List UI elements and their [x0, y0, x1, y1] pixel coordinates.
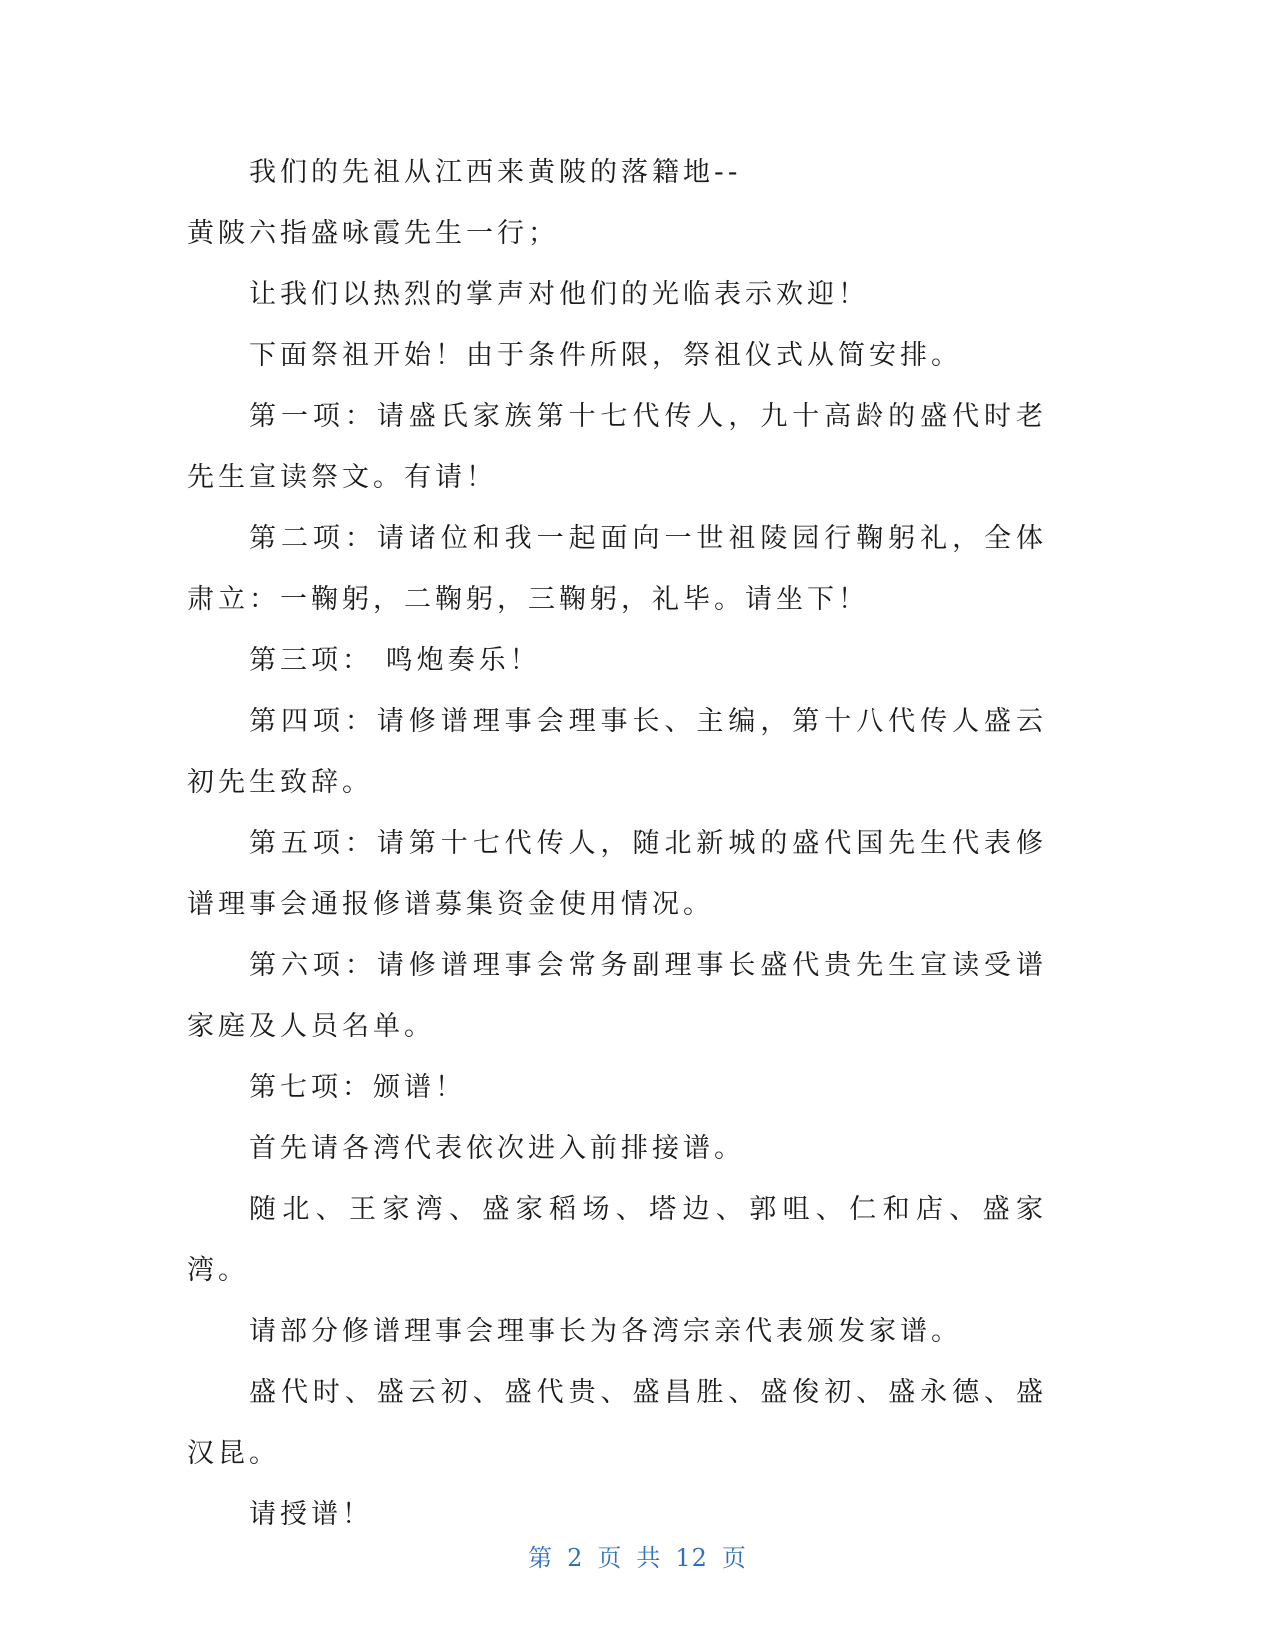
- footer-page-word: 页: [597, 1544, 623, 1572]
- paragraph: 请部分修谱理事会理事长为各湾宗亲代表颁发家谱。: [249, 1316, 962, 1347]
- paragraph: 第一项：请盛氏家族第十七代传人，九十高龄的盛代时老先生宣读祭文。有请！: [187, 401, 1047, 493]
- paragraph: 黄陂六指盛咏霞先生一行；: [187, 218, 559, 249]
- paragraph: 第四项：请修谱理事会理事长、主编，第十八代传人盛云初先生致辞。: [187, 706, 1047, 798]
- footer-total-word: 共: [636, 1544, 662, 1572]
- paragraph: 首先请各湾代表依次进入前排接谱。: [249, 1133, 745, 1164]
- paragraph: 随北、王家湾、盛家稻场、塔边、郭咀、仁和店、盛家湾。: [187, 1194, 1047, 1286]
- paragraph: 第三项： 鸣炮奏乐！: [249, 645, 541, 676]
- paragraph: 下面祭祖开始！由于条件所限，祭祖仪式从简安排。: [249, 340, 962, 371]
- footer-total-pages: 12: [675, 1544, 708, 1572]
- paragraph: 第七项：颁谱！: [249, 1072, 466, 1103]
- footer-current-page: 2: [567, 1544, 584, 1572]
- paragraph: 盛代时、盛云初、盛代贵、盛昌胜、盛俊初、盛永德、盛汉昆。: [187, 1377, 1047, 1469]
- document-body: [187, 142, 1047, 1545]
- paragraph: 我们的先祖从江西来黄陂的落籍地--: [249, 157, 742, 188]
- footer-prefix: 第: [528, 1544, 554, 1572]
- page-number-footer: [0, 1538, 1275, 1573]
- paragraph: 让我们以热烈的掌声对他们的光临表示欢迎！: [249, 279, 869, 310]
- footer-suffix: 页: [721, 1544, 747, 1572]
- paragraph: 第五项：请第十七代传人，随北新城的盛代国先生代表修谱理事会通报修谱募集资金使用情况。: [187, 828, 1047, 920]
- paragraph: 请授谱！: [249, 1499, 373, 1530]
- paragraph: 第六项：请修谱理事会常务副理事长盛代贵先生宣读受谱家庭及人员名单。: [187, 950, 1047, 1042]
- paragraph: 第二项：请诸位和我一起面向一世祖陵园行鞠躬礼，全体肃立：一鞠躬，二鞠躬，三鞠躬，礼毕。请坐下！: [187, 523, 1047, 615]
